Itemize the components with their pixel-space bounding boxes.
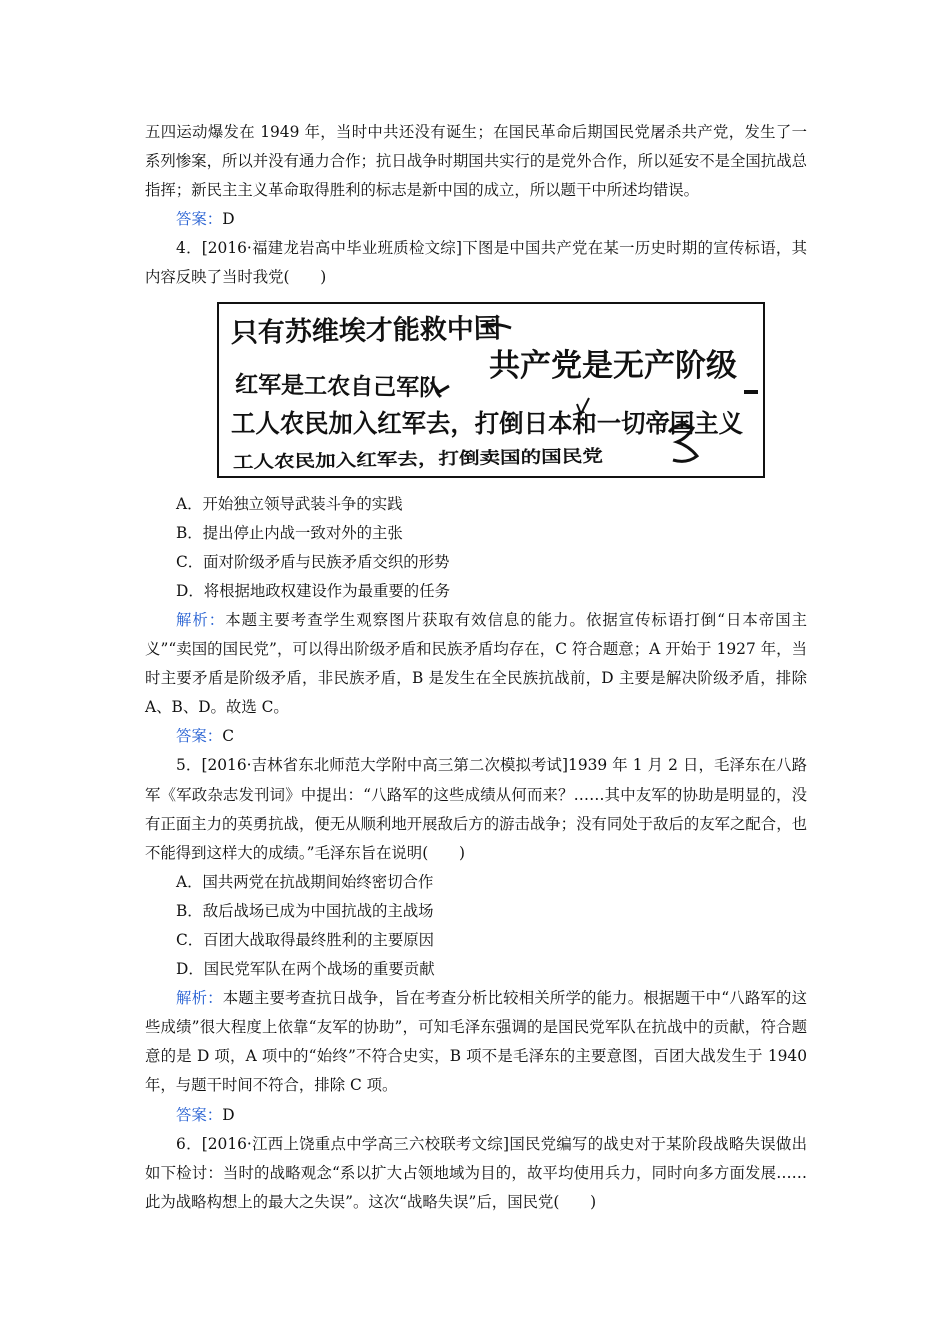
q6-stem: 6．[2016·江西上饶重点中学高三六校联考文综]国民党编写的战史对于某阶段战略失误做出如下检讨：当时的战略观念“系以扩大占领地域为目的，故平均使用兵力，同时向多方面发展……此为战略构想上的最大之失误”。这次“战略失误”后，国民党( ) — [145, 1134, 807, 1211]
q4-option-a: A．开始独立领导武装斗争的实践 — [176, 494, 403, 513]
q3-analysis-tail: 五四运动爆发在 1949 年，当时中共还没有诞生；在国民革命后期国民党屠杀共产党，发生了一系列惨案，所以并没有通力合作；抗日战争时期国共实行的是党外合作，所以延安不是全国抗战总指挥；新民主主义革命取得胜利的标志是新中国的成立，所以题干中所述均错误。 — [145, 123, 807, 200]
answer-label: 答案： — [176, 210, 223, 229]
q5-option-d: D．国民党军队在两个战场的重要贡献 — [176, 960, 435, 979]
q5-option-c: C．百团大战取得最终胜利的主要原因 — [176, 930, 435, 949]
analysis-label: 解析： — [176, 610, 226, 629]
q4-analysis — [145, 606, 807, 722]
q4-stem: 4．[2016·福建龙岩高中毕业班质检文综]下图是中国共产党在某一历史时期的宣传标语，其内容反映了当时我党( ) — [145, 239, 807, 287]
q4-answer — [145, 722, 807, 751]
handwritten-slogan-picture — [219, 304, 763, 476]
q5-answer — [145, 1101, 807, 1130]
propaganda-slogan-image — [217, 302, 765, 478]
q5-option-a: A．国共两党在抗战期间始终密切合作 — [176, 872, 434, 891]
slogan-line-1: 只有苏维埃才能救中国 — [230, 312, 502, 349]
answer-value: D — [222, 1105, 235, 1124]
q4-option-c: C．面对阶级矛盾与民族矛盾交织的形势 — [176, 552, 450, 571]
answer-value: C — [222, 727, 234, 746]
slogan-line-5: 工人农民加入红军去，打倒卖国的国民党 — [232, 447, 540, 473]
answer-label: 答案： — [176, 1105, 223, 1124]
slogan-line-3: 共产党是无产阶级 — [489, 347, 737, 384]
q5-stem: 5．[2016·吉林省东北师范大学附中高三第二次模拟考试]1939 年 1 月 2 日，毛泽东在八路军《军政杂志发刊词》中提出：“八路军的这些成绩从何而来？……其中友军的协助是明显的，没有正面主力的英勇抗战，便无从顺利地开展敌后方的游击战争；没有同处于敌后的友军之配合，也不能得到这样大的成绩。”毛泽东旨在说明( ) — [145, 756, 807, 862]
document-page — [145, 118, 807, 1217]
q4-option-d: D．将根据地政权建设作为最重要的任务 — [176, 581, 450, 600]
q5-analysis — [145, 984, 807, 1100]
q3-answer — [145, 205, 807, 234]
analysis-text: 本题主要考查学生观察图片获取有效信息的能力。依据宣传标语打倒“日本帝国主义”“卖国的国民党”，可以得出阶级矛盾和民族矛盾均存在，C 符合题意；A 开始于 1927 年，当时主要矛盾是阶级矛盾，非民族矛盾，B 是发生在全民族抗战前，D 主要是解决阶级矛盾，排除 A、B、D。故选 C。 — [145, 610, 807, 717]
slogan-line-4: 工人农民加入红军去，打倒日本和一切帝国主义 — [231, 408, 743, 438]
slogan-line-2: 红军是工农自己军队 — [234, 370, 443, 402]
analysis-label: 解析： — [176, 989, 223, 1008]
q4-option-b: B．提出停止内战一致对外的主张 — [176, 523, 403, 542]
answer-value: D — [222, 210, 235, 229]
answer-label: 答案： — [176, 727, 223, 746]
analysis-text: 本题主要考查抗日战争，旨在考查分析比较相关所学的能力。根据题干中“八路军的这些成绩”很大程度上依靠“友军的协助”，可知毛泽东强调的是国民党军队在抗战中的贡献，符合题意的是 D 项，A 项中的“始终”不符合史实，B 项不是毛泽东的主要意图，百团大战发生于 1940 年，与题干时间不符合，排除 C 项。 — [145, 989, 807, 1095]
q5-option-b: B．敌后战场已成为中国抗战的主战场 — [176, 901, 434, 920]
